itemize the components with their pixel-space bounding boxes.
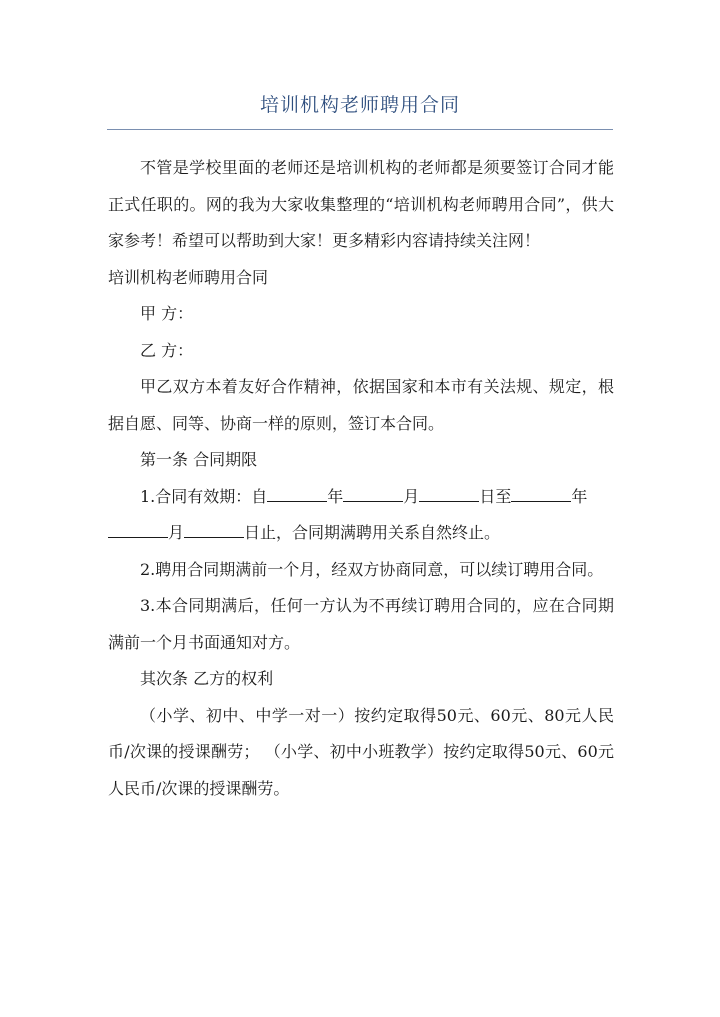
intro-paragraph: 不管是学校里面的老师还是培训机构的老师都是须要签订合同才能正式任职的。网的我为大家收集整理的“培训机构老师聘用合同”，供大家参考！希望可以帮助到大家！更多精彩内容请持续关注网！ xyxy=(108,158,614,250)
item1-year: 年 xyxy=(327,486,344,506)
item1-day-to: 日至 xyxy=(479,486,512,506)
party-b-line: 乙 方： xyxy=(140,340,194,360)
item1-year2: 年 xyxy=(571,486,588,506)
title-divider xyxy=(107,129,613,130)
blank-field[interactable] xyxy=(343,487,403,502)
item1-prefix: 1.合同有效期：自 xyxy=(140,486,268,506)
item1-suffix: 日止，合同期满聘用关系自然终止。 xyxy=(244,523,501,542)
blank-field[interactable] xyxy=(419,487,479,502)
article1-heading: 第一条 合同期限 xyxy=(140,450,258,469)
item1-month2: 月 xyxy=(168,523,185,542)
article1-item2: 2.聘用合同期满前一个月，经双方协商同意，可以续订聘用合同。 xyxy=(140,559,604,579)
article2-item1: （小学、初中、中学一对一）按约定取得50元、60元、80元人民币/次课的授课酬劳； （小学、初中小班教学）按约定取得50元、60元人民币/次课的授课酬劳。 xyxy=(108,705,614,798)
blank-field[interactable] xyxy=(511,487,571,502)
blank-field[interactable] xyxy=(108,523,168,538)
document-title: 培训机构老师聘用合同 xyxy=(259,94,460,116)
blank-field[interactable] xyxy=(184,523,244,538)
item1-month: 月 xyxy=(403,486,420,506)
contract-subtitle: 培训机构老师聘用合同 xyxy=(108,267,269,287)
article2-heading: 其次条 乙方的权利 xyxy=(140,669,274,688)
article1-item3: 3.本合同期满后，任何一方认为不再续订聘用合同的，应在合同期满前一个月书面通知对方。 xyxy=(108,596,614,652)
party-a-line: 甲 方： xyxy=(140,304,194,323)
document-body xyxy=(108,150,614,807)
preamble-paragraph: 甲乙双方本着友好合作精神，依据国家和本市有关法规、规定，根据自愿、同等、协商一样的原则，签订本合同。 xyxy=(108,377,614,433)
article1-item1 xyxy=(108,479,614,552)
blank-field[interactable] xyxy=(267,487,327,502)
